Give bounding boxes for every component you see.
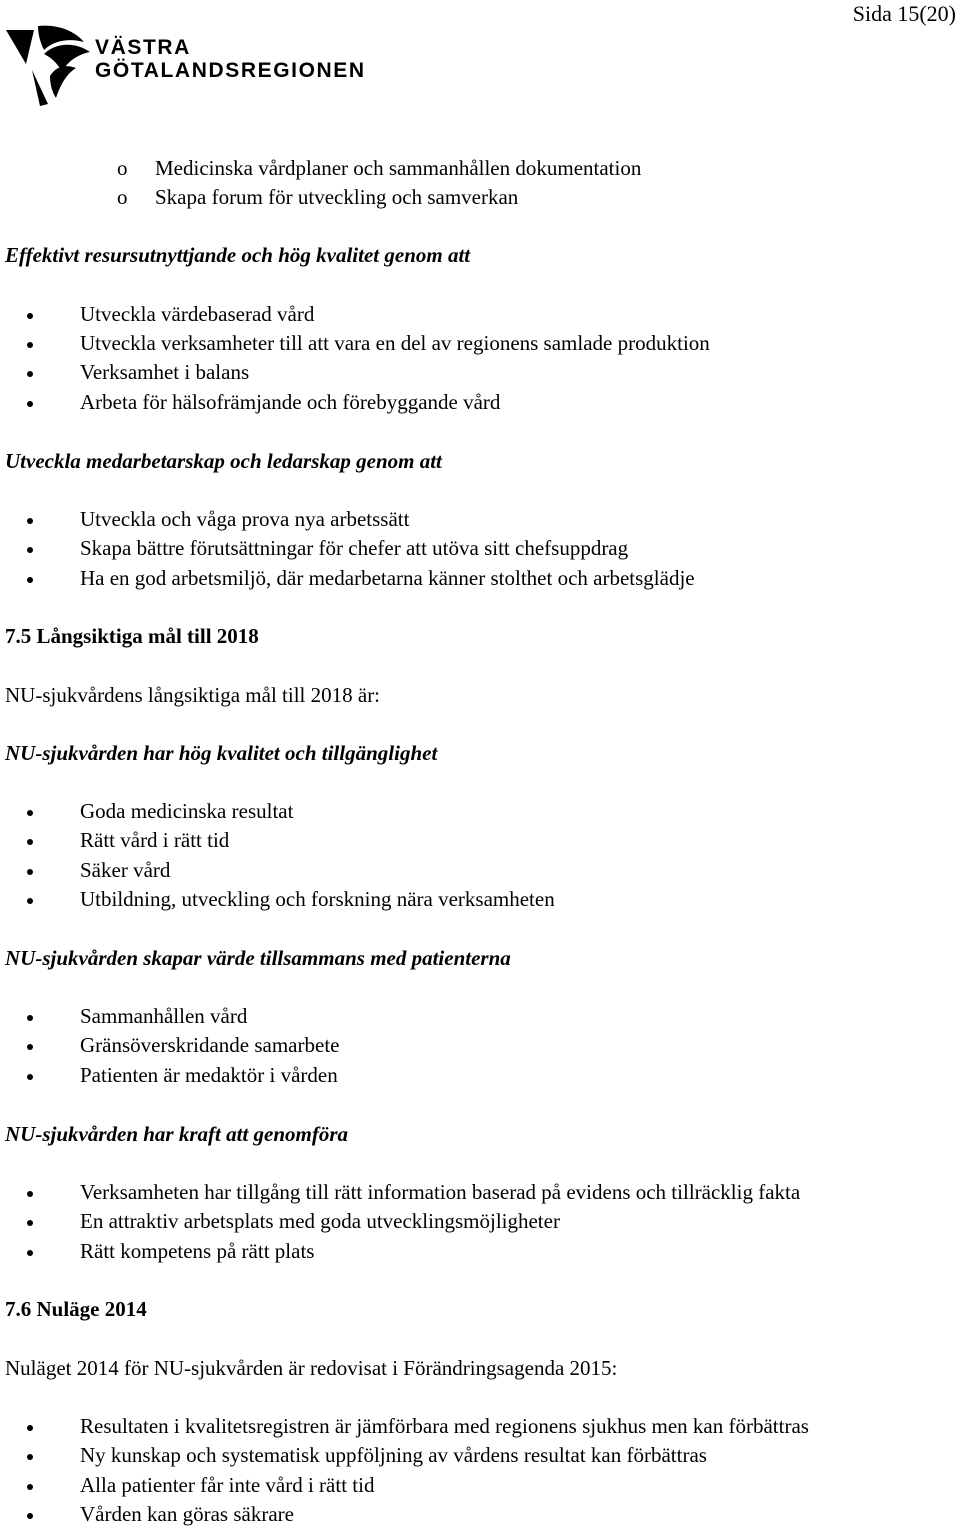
list-item: Medicinska vårdplaner och sammanhållen dokumentation — [155, 156, 642, 180]
list-item: Resultaten i kvalitetsregistren är jämförbara med regionens sjukhus men kan förbättras — [80, 1414, 809, 1438]
bullet-icon — [27, 547, 33, 553]
section-heading: NU-sjukvården har kraft att genomföra — [5, 1122, 349, 1146]
paragraph: NU-sjukvårdens långsiktiga mål till 2018 är: — [5, 683, 381, 707]
list-item: En attraktiv arbetsplats med goda utvecklingsmöjligheter — [80, 1209, 560, 1233]
bullet-icon — [27, 1191, 33, 1197]
section-title-7-6: 7.6 Nuläge 2014 — [5, 1297, 147, 1321]
list-item: Verksamhet i balans — [80, 360, 250, 384]
list-item: Rätt kompetens på rätt plats — [80, 1239, 315, 1263]
list-item: Utveckla värdebaserad vård — [80, 302, 315, 326]
list-item: Goda medicinska resultat — [80, 799, 294, 823]
section-heading: Utveckla medarbetarskap och ledarskap genom att — [5, 449, 442, 473]
bullet-icon — [27, 1425, 33, 1431]
bullet-icon — [27, 1454, 33, 1460]
vgr-logo — [4, 24, 394, 108]
list-item: Utbildning, utveckling och forskning nära verksamheten — [80, 887, 555, 911]
section-title-7-5: 7.5 Långsiktiga mål till 2018 — [5, 624, 259, 648]
section-heading: Effektivt resursutnyttjande och hög kvalitet genom att — [5, 243, 471, 267]
bullet-icon — [27, 810, 33, 816]
list-item: Säker vård — [80, 858, 171, 882]
bullet-icon — [27, 1484, 33, 1490]
list-item: Rätt vård i rätt tid — [80, 828, 230, 852]
bullet-icon — [27, 518, 33, 524]
bullet-icon — [27, 869, 33, 875]
bullet-icon — [27, 577, 33, 583]
list-item: Skapa forum för utveckling och samverkan — [155, 185, 519, 209]
section-heading: NU-sjukvården skapar värde tillsammans med patienterna — [5, 946, 511, 970]
list-item: Ny kunskap och systematisk uppföljning av vårdens resultat kan förbättras — [80, 1443, 707, 1467]
list-item: Utveckla och våga prova nya arbetssätt — [80, 507, 410, 531]
bullet-icon — [27, 839, 33, 845]
bullet-icon — [27, 1074, 33, 1080]
list-item: Skapa bättre förutsättningar för chefer att utöva sitt chefsuppdrag — [80, 536, 629, 560]
bullet-icon — [27, 1015, 33, 1021]
bullet-icon — [27, 1513, 33, 1519]
paragraph: Nuläget 2014 för NU-sjukvården är redovisat i Förändringsagenda 2015: — [5, 1356, 618, 1380]
list-item: Vården kan göras säkrare — [80, 1502, 294, 1526]
bullet-icon — [27, 1220, 33, 1226]
bullet-icon — [27, 898, 33, 904]
list-item: Alla patienter får inte vård i rätt tid — [80, 1473, 375, 1497]
vgr-logo-mark-icon — [4, 24, 96, 108]
bullet-icon — [27, 371, 33, 377]
list-marker-o: o — [117, 185, 128, 209]
list-item: Patienten är medaktör i vården — [80, 1063, 338, 1087]
list-item: Utveckla verksamheter till att vara en del av regionens samlade produktion — [80, 331, 710, 355]
page-number: Sida 15(20) — [852, 1, 956, 26]
bullet-icon — [27, 342, 33, 348]
list-item: Ha en god arbetsmiljö, där medarbetarna känner stolthet och arbetsglädje — [80, 566, 695, 590]
section-heading: NU-sjukvården har hög kvalitet och tillgänglighet — [5, 741, 438, 765]
logo-line1: VÄSTRA — [95, 36, 191, 59]
list-item: Gränsöverskridande samarbete — [80, 1033, 340, 1057]
bullet-icon — [27, 401, 33, 407]
list-item: Sammanhållen vård — [80, 1004, 248, 1028]
list-marker-o: o — [117, 156, 128, 180]
logo-line2: GÖTALANDSREGIONEN — [95, 59, 366, 82]
bullet-icon — [27, 1250, 33, 1256]
bullet-icon — [27, 313, 33, 319]
list-item: Arbeta för hälsofrämjande och förebyggande vård — [80, 390, 501, 414]
list-item: Verksamheten har tillgång till rätt information baserad på evidens och tillräcklig fakta — [80, 1180, 801, 1204]
bullet-icon — [27, 1044, 33, 1050]
